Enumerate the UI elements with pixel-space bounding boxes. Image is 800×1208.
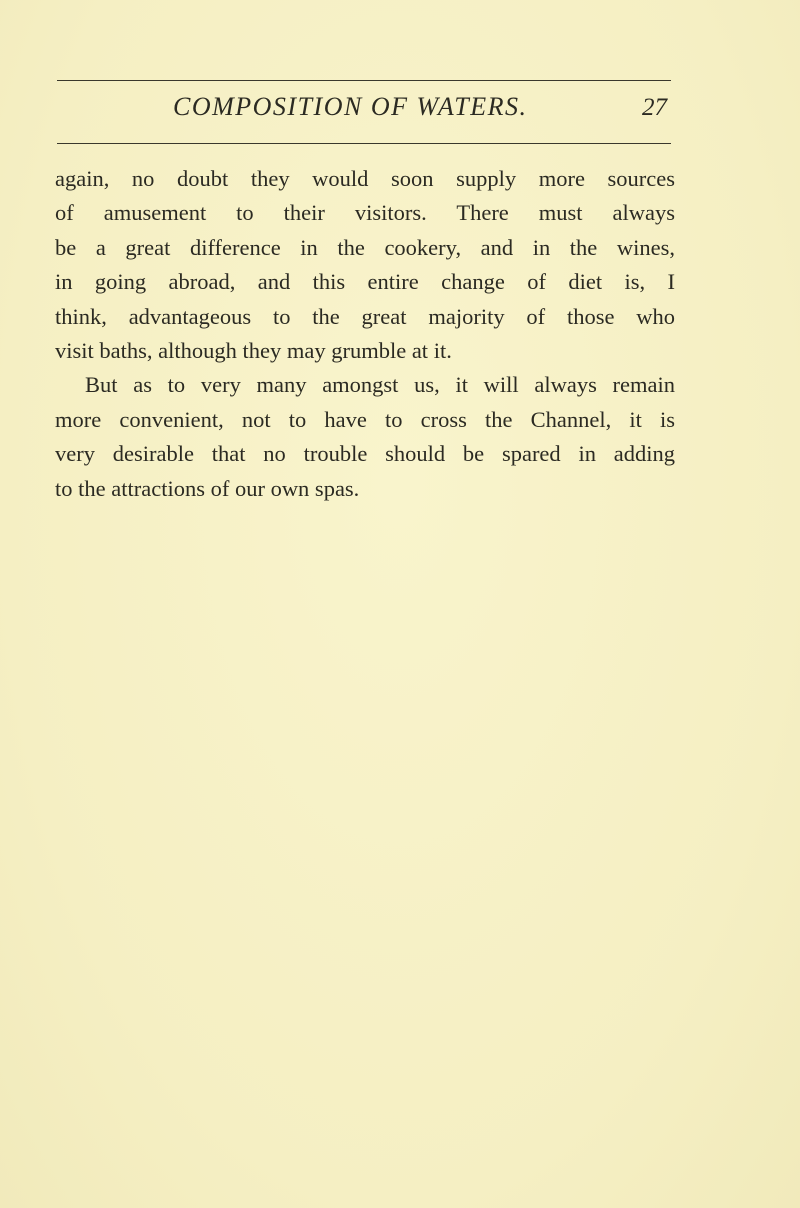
text-line: to the attractions of our own spas. [55, 475, 360, 501]
paragraph [55, 162, 675, 368]
text-line: very desirable that no trouble should be spared in adding [55, 441, 675, 467]
paragraph [55, 368, 675, 506]
text-line: visit baths, although they may grumble at it. [55, 338, 452, 364]
header-rule-bottom [57, 143, 671, 144]
text-line: again, no doubt they would soon supply more sources [55, 166, 675, 191]
text-line: in going abroad, and this entire change of diet is, I [55, 269, 675, 295]
page-number: 27 [642, 94, 667, 121]
text-line: But as to very many amongst us, it will always remain [85, 372, 675, 398]
running-head [57, 92, 671, 132]
text-line: think, advantageous to the great majority of those who [55, 303, 675, 329]
body-text [55, 162, 675, 506]
text-line: be a great difference in the cookery, and in the wines, [55, 234, 675, 260]
text-line: of amusement to their visitors. There must always [55, 200, 675, 226]
text-line: more convenient, not to have to cross the Channel, it is [55, 406, 675, 432]
header-rule-top [57, 80, 671, 81]
running-head-title: COMPOSITION OF WATERS. [173, 92, 528, 121]
